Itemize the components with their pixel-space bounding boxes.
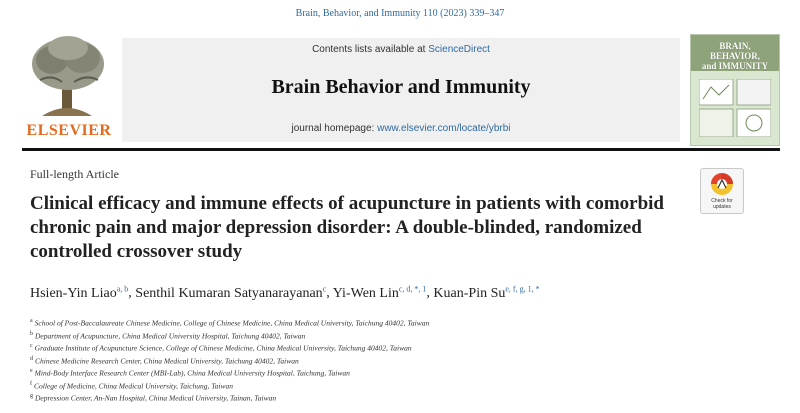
author-affil-marks[interactable]: c: [322, 284, 327, 293]
affiliation-item: $^a$ School of Post-Baccalaureate Chinese Medicine, College of Chinese Medicine, China Medical University, Taichung 40402, Taiwan: [30, 318, 430, 328]
sciencedirect-link[interactable]: ScienceDirect: [428, 44, 490, 55]
author[interactable]: Senthil Kumaran Satyanarayanan$^c$: [135, 284, 327, 301]
article-title: Clinical efficacy and immune effects of acupuncture in patients with comorbid chronic pain and major depression disorder: A double-blinded, randomized controlled crossover study: [30, 193, 664, 262]
journal-citation[interactable]: Brain, Behavior, and Immunity 110 (2023) 339–347: [295, 8, 505, 19]
journal-homepage-link[interactable]: www.elsevier.com/locate/ybrbi: [377, 123, 511, 134]
author-list: Hsien-Yin Liao$^{a, b}$, Senthil Kumaran Satyanarayanan$^c$, Yi-Wen Lin$^{c, d, *, 1}$, Kuan-Pin $Su^{e, f, g, 1, *}$: [30, 284, 540, 301]
author-affil-marks[interactable]: e, f, g, 1, *: [505, 284, 540, 293]
affiliation-item: $^d$ Chinese Medicine Research Center, China Medical University, Taichung 40402, Taiwan: [30, 355, 299, 365]
journal-name: Brain Behavior and Immunity: [271, 76, 531, 98]
contents-prefix: Contents lists available at: [312, 44, 429, 55]
homepage-prefix: journal homepage:: [291, 123, 378, 134]
contents-line: [122, 44, 680, 55]
author-affil-marks[interactable]: c, d, *, 1: [398, 284, 427, 293]
check-for-updates-button[interactable]: [700, 168, 744, 214]
affiliation-item: $^b$ Department of Acupuncture, China Medical University Hospital, Taichung 40402, Taiwan: [30, 330, 306, 340]
elsevier-logo[interactable]: [22, 30, 114, 140]
header-rule: [22, 148, 780, 151]
author[interactable]: Kuan-Pin $Su^{e, f, g, 1, *}$: [433, 284, 540, 301]
affiliation-item: $^c$ Graduate Institute of Acupuncture Science, College of Chinese Medicine, China Medical University, Taichung 40402, Taiwan: [30, 343, 412, 353]
affiliation-item: $^f$ College of Medicine, China Medical University, Taichung, Taiwan: [30, 380, 234, 390]
journal-cover-thumbnail[interactable]: [690, 34, 780, 146]
cover-title-line1: BRAIN,: [719, 41, 751, 51]
cover-title-line3: and IMMUNITY: [701, 61, 769, 71]
affiliation-list: [30, 316, 770, 404]
author[interactable]: Yi-Wen Lin$^{c, d, *, 1}$: [332, 284, 427, 301]
crossmark-icon: [701, 169, 743, 199]
author-affil-marks[interactable]: a, b: [116, 284, 129, 293]
journal-header: [22, 30, 780, 140]
elsevier-wordmark: ELSEVIER: [26, 122, 112, 139]
cover-artwork: [699, 79, 771, 137]
journal-homepage-line: [122, 123, 680, 134]
cover-title-line2: BEHAVIOR,: [709, 51, 761, 61]
affiliation-item: $^e$ Mind-Body Interface Research Center (MBI-Lab), China Medical University Hospital, Taichung, Taiwan: [30, 368, 350, 378]
article-type: Full-length Article: [30, 167, 119, 181]
author[interactable]: Hsien-Yin Liao$^{a, b}$: [30, 284, 129, 301]
crossmark-label: Check for updates: [711, 198, 733, 210]
affiliation-item: $^g$ Depression Center, An-Nan Hospital, China Medical University, Tainan, Taiwan: [30, 393, 277, 403]
elsevier-tree-icon: [22, 30, 114, 118]
cover-title: [691, 41, 779, 71]
journal-masthead: [122, 38, 680, 142]
